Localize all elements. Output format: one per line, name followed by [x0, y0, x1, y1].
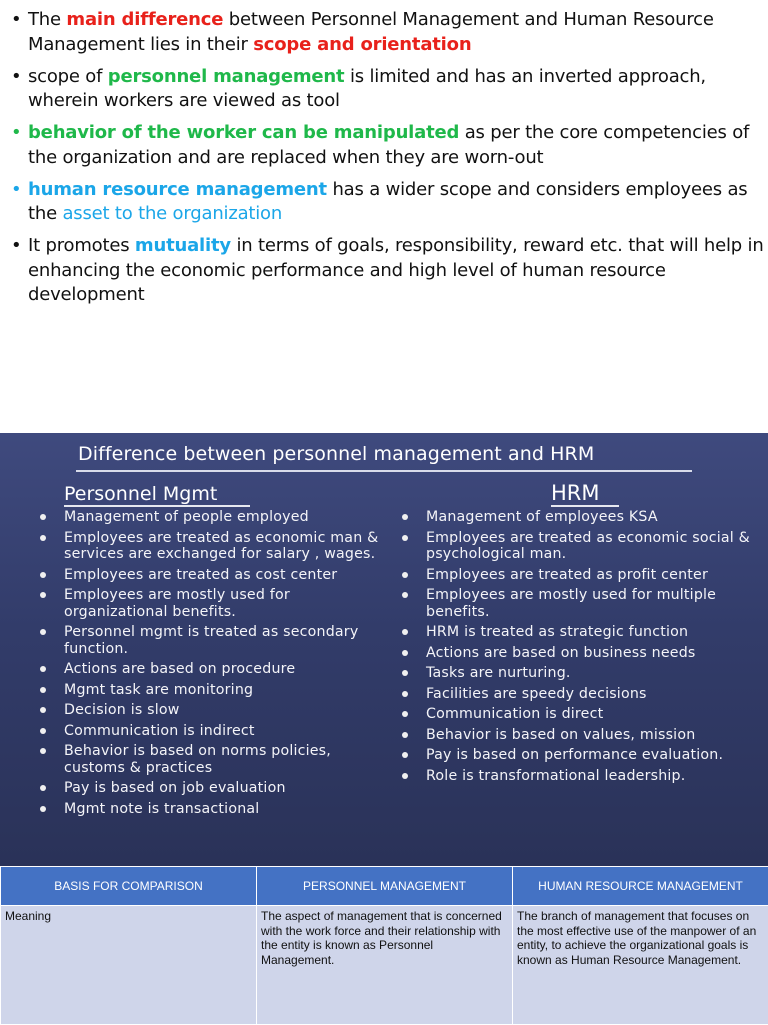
header-basis: BASIS FOR COMPARISON — [1, 867, 257, 906]
personnel-point-item-text: Personnel mgmt is treated as secondary function. — [64, 624, 358, 657]
hrm-points — [398, 509, 766, 788]
bullet-seg: as per the core competencies of the organization and are replaced when they are worn-out — [28, 122, 749, 168]
bullet-seg: The — [28, 9, 66, 30]
hrm-heading-underline — [551, 505, 619, 507]
personnel-point-item — [36, 723, 396, 740]
personnel-heading: Personnel Mgmt — [64, 483, 217, 505]
bullet-item — [8, 234, 764, 308]
personnel-point-item — [36, 587, 396, 620]
hrm-point-item-text: Role is transformational leadership. — [426, 768, 685, 784]
bullet-seg: between Personnel Management and Human Resource Management lies in their — [28, 9, 714, 55]
bullet-dot-icon — [402, 691, 408, 697]
table-row — [1, 906, 768, 1025]
bullet-dot-icon — [402, 514, 408, 520]
bullet-dot: • — [11, 178, 21, 203]
bullet-list — [8, 8, 764, 315]
bullet-dot: • — [11, 8, 21, 33]
bullet-dot-icon — [40, 535, 46, 541]
hrm-point-item-text: Communication is direct — [426, 706, 603, 722]
personnel-point-item-text: Mgmt note is transactional — [64, 801, 259, 817]
bullet-dot-icon — [402, 535, 408, 541]
personnel-point-item — [36, 682, 396, 699]
bullet-seg-highlight: personnel management — [108, 66, 345, 87]
comparison-table — [0, 866, 768, 1025]
bullet-item — [8, 178, 764, 227]
bullet-seg-highlight: main difference — [66, 9, 223, 30]
bullet-dot-icon — [40, 748, 46, 754]
bullet-dot: • — [11, 234, 21, 259]
bullet-seg-highlight: mutuality — [135, 235, 231, 256]
hrm-heading: HRM — [551, 481, 600, 505]
personnel-points — [36, 509, 396, 821]
hrm-point-item-text: Tasks are nurturing. — [426, 665, 571, 681]
bullet-seg-highlight: behavior of the worker can be manipulated — [28, 122, 459, 143]
hrm-point-item — [398, 747, 766, 764]
bullet-dot-icon — [402, 629, 408, 635]
bullet-dot-icon — [40, 629, 46, 635]
personnel-point-item-text: Mgmt task are monitoring — [64, 682, 253, 698]
personnel-point-item — [36, 780, 396, 797]
personnel-point-item — [36, 624, 396, 657]
personnel-point-item — [36, 702, 396, 719]
cell-personnel: The aspect of management that is concerned with the work force and their relationship with the entity is known as Personnel Management. — [257, 906, 513, 1025]
hrm-point-item — [398, 768, 766, 785]
bullet-seg: It promotes — [28, 235, 135, 256]
bullet-dot-icon — [402, 572, 408, 578]
bullet-dot-icon — [40, 687, 46, 693]
personnel-point-item-text: Actions are based on procedure — [64, 661, 295, 677]
personnel-heading-underline — [64, 505, 250, 507]
hrm-point-item-text: Actions are based on business needs — [426, 645, 696, 661]
bullet-item — [8, 8, 764, 57]
bullet-dot-icon — [40, 592, 46, 598]
personnel-point-item — [36, 530, 396, 563]
slide-title-underline — [76, 470, 692, 472]
comparison-slide — [0, 433, 768, 868]
hrm-point-item-text: Employees are mostly used for multiple benefits. — [426, 587, 716, 620]
personnel-point-item-text: Communication is indirect — [64, 723, 255, 739]
bullet-seg-highlight: asset to the organization — [62, 203, 282, 224]
bullet-seg: has a wider scope and considers employees as the — [28, 179, 747, 225]
bullet-dot: • — [11, 65, 21, 90]
bullet-dot-icon — [40, 514, 46, 520]
bullet-seg: scope of — [28, 66, 108, 87]
cell-basis: Meaning — [1, 906, 257, 1025]
bullet-seg-highlight: scope and orientation — [253, 34, 471, 55]
hrm-point-item — [398, 509, 766, 526]
hrm-point-item-text: Behavior is based on values, mission — [426, 727, 695, 743]
bullet-dot-icon — [40, 666, 46, 672]
bullet-dot-icon — [402, 773, 408, 779]
bullet-item — [8, 65, 764, 114]
bullet-dot-icon — [402, 650, 408, 656]
bullet-dot-icon — [40, 728, 46, 734]
hrm-point-item-text: Facilities are speedy decisions — [426, 686, 647, 702]
hrm-point-item — [398, 530, 766, 563]
hrm-point-item — [398, 727, 766, 744]
bullet-dot-icon — [402, 732, 408, 738]
hrm-point-item — [398, 624, 766, 641]
hrm-point-item — [398, 567, 766, 584]
personnel-point-item-text: Management of people employed — [64, 509, 309, 525]
slide-title: Difference between personnel management and HRM — [78, 443, 594, 465]
hrm-point-item-text: Management of employees KSA — [426, 509, 658, 525]
bullet-dot-icon — [40, 707, 46, 713]
hrm-point-item-text: Employees are treated as economic social & psychological man. — [426, 530, 750, 563]
bullet-seg: in terms of goals, responsibility, reward etc. that will help in enhancing the economic performance and high level of human resource development — [28, 235, 764, 305]
table-header-row — [1, 867, 768, 906]
bullet-dot-icon — [402, 752, 408, 758]
hrm-point-item — [398, 665, 766, 682]
personnel-point-item-text: Pay is based on job evaluation — [64, 780, 286, 796]
personnel-point-item-text: Behavior is based on norms policies, customs & practices — [64, 743, 331, 776]
hrm-point-item-text: HRM is treated as strategic function — [426, 624, 688, 640]
bullet-dot-icon — [40, 806, 46, 812]
hrm-point-item-text: Employees are treated as profit center — [426, 567, 708, 583]
hrm-point-item-text: Pay is based on performance evaluation. — [426, 747, 723, 763]
personnel-point-item — [36, 661, 396, 678]
hrm-point-item — [398, 645, 766, 662]
bullet-seg: is limited and has an inverted approach, wherein workers are viewed as tool — [28, 66, 706, 112]
bullet-dot-icon — [40, 572, 46, 578]
personnel-point-item — [36, 801, 396, 818]
bullet-seg-highlight: human resource management — [28, 179, 327, 200]
header-hrm: HUMAN RESOURCE MANAGEMENT — [513, 867, 768, 906]
personnel-point-item — [36, 509, 396, 526]
hrm-point-item — [398, 587, 766, 620]
bullet-dot-icon — [402, 670, 408, 676]
hrm-point-item — [398, 706, 766, 723]
personnel-point-item-text: Employees are mostly used for organizational benefits. — [64, 587, 290, 620]
personnel-point-item-text: Employees are treated as economic man & services are exchanged for salary , wages. — [64, 530, 378, 563]
personnel-point-item — [36, 567, 396, 584]
header-personnel: PERSONNEL MANAGEMENT — [257, 867, 513, 906]
bullet-item — [8, 121, 764, 170]
hrm-point-item — [398, 686, 766, 703]
cell-hrm: The branch of management that focuses on the most effective use of the manpower of an entity, to achieve the organizational goals is known as Human Resource Management. — [513, 906, 768, 1025]
personnel-point-item — [36, 743, 396, 776]
bullet-dot-icon — [40, 785, 46, 791]
personnel-point-item-text: Decision is slow — [64, 702, 180, 718]
bullet-dot: • — [11, 121, 21, 146]
bullet-dot-icon — [402, 711, 408, 717]
bullet-dot-icon — [402, 592, 408, 598]
personnel-point-item-text: Employees are treated as cost center — [64, 567, 337, 583]
